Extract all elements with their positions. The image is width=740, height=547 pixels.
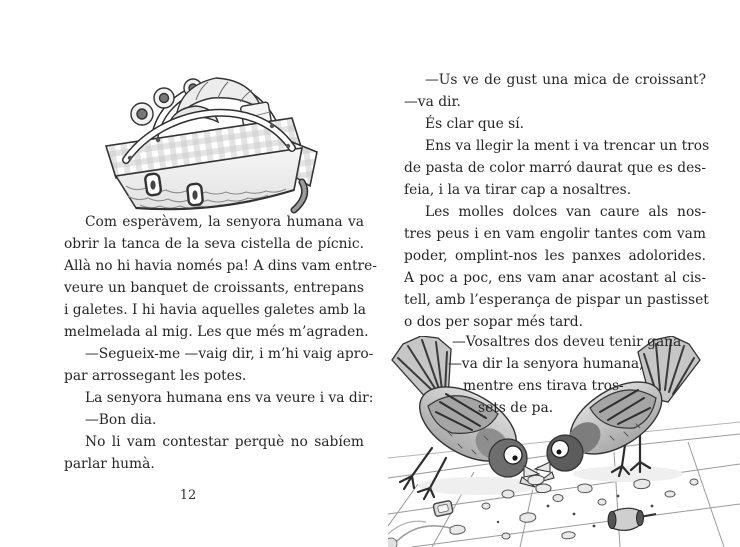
text-line: tell, amb l’esperança de pispar un pastisset (404, 292, 709, 308)
text-line: tres peus i en vam engolir tantes com vam (404, 226, 706, 242)
text-line: i galetes. I hi havia aquelles galetes amb la (64, 302, 366, 318)
text-line: mentre ens tirava tros- (463, 378, 624, 394)
text-line: —Us ve de gust una mica de croissant? (425, 72, 706, 88)
text-line: o dos per sopar més tard. (404, 314, 583, 330)
text-line: par arrossegant les potes. (64, 368, 247, 384)
text-line: Allà no hi havia només pa! A dins vam entre- (64, 258, 377, 274)
text-line: veure un banquet de croissants, entrepans (64, 280, 364, 296)
text-line: A poc a poc, ens vam anar acostant al cis- (404, 270, 706, 286)
text-line: No li vam contestar perquè no sabíem (85, 434, 364, 450)
text-line: melmelada al mig. Les que més m’agraden. (64, 324, 369, 340)
text-line: sets de pa. (478, 400, 554, 416)
text-line: És clar que sí. (425, 116, 525, 132)
text-line: parlar humà. (64, 456, 155, 472)
page-number: 12 (179, 488, 197, 503)
text-line: Com esperàvem, la senyora humana va (85, 214, 364, 230)
picnic-basket-illustration (96, 56, 320, 214)
text-line: —va dir. (404, 94, 461, 110)
text-line: Les molles dolces van caure als nos- (425, 204, 706, 220)
dropped-item (433, 500, 453, 516)
text-line: —Vosaltres dos deveu tenir gana (452, 334, 682, 350)
left-page-text (64, 211, 377, 475)
right-page-text (404, 69, 710, 333)
text-line: Ens va llegir la ment i va trencar un tros (425, 138, 710, 154)
text-line: —va dir la senyora humana, (448, 356, 644, 372)
text-line: obrir la tanca de la seva cistella de pícnic. (64, 236, 364, 252)
text-line: feia, i la va tirar cap a nosaltres. (404, 182, 632, 198)
text-line: —Bon dia. (85, 412, 157, 428)
text-line: poder, omplint-nos les panxes adolorides. (404, 248, 706, 264)
dropped-toy (608, 508, 656, 530)
text-line: La senyora humana ens va veure i va dir: (85, 390, 374, 406)
text-line: de pasta de color marró daurat que es des- (404, 160, 706, 176)
text-line: —Segueix-me —vaig dir, i m’hi vaig apro- (85, 346, 374, 362)
